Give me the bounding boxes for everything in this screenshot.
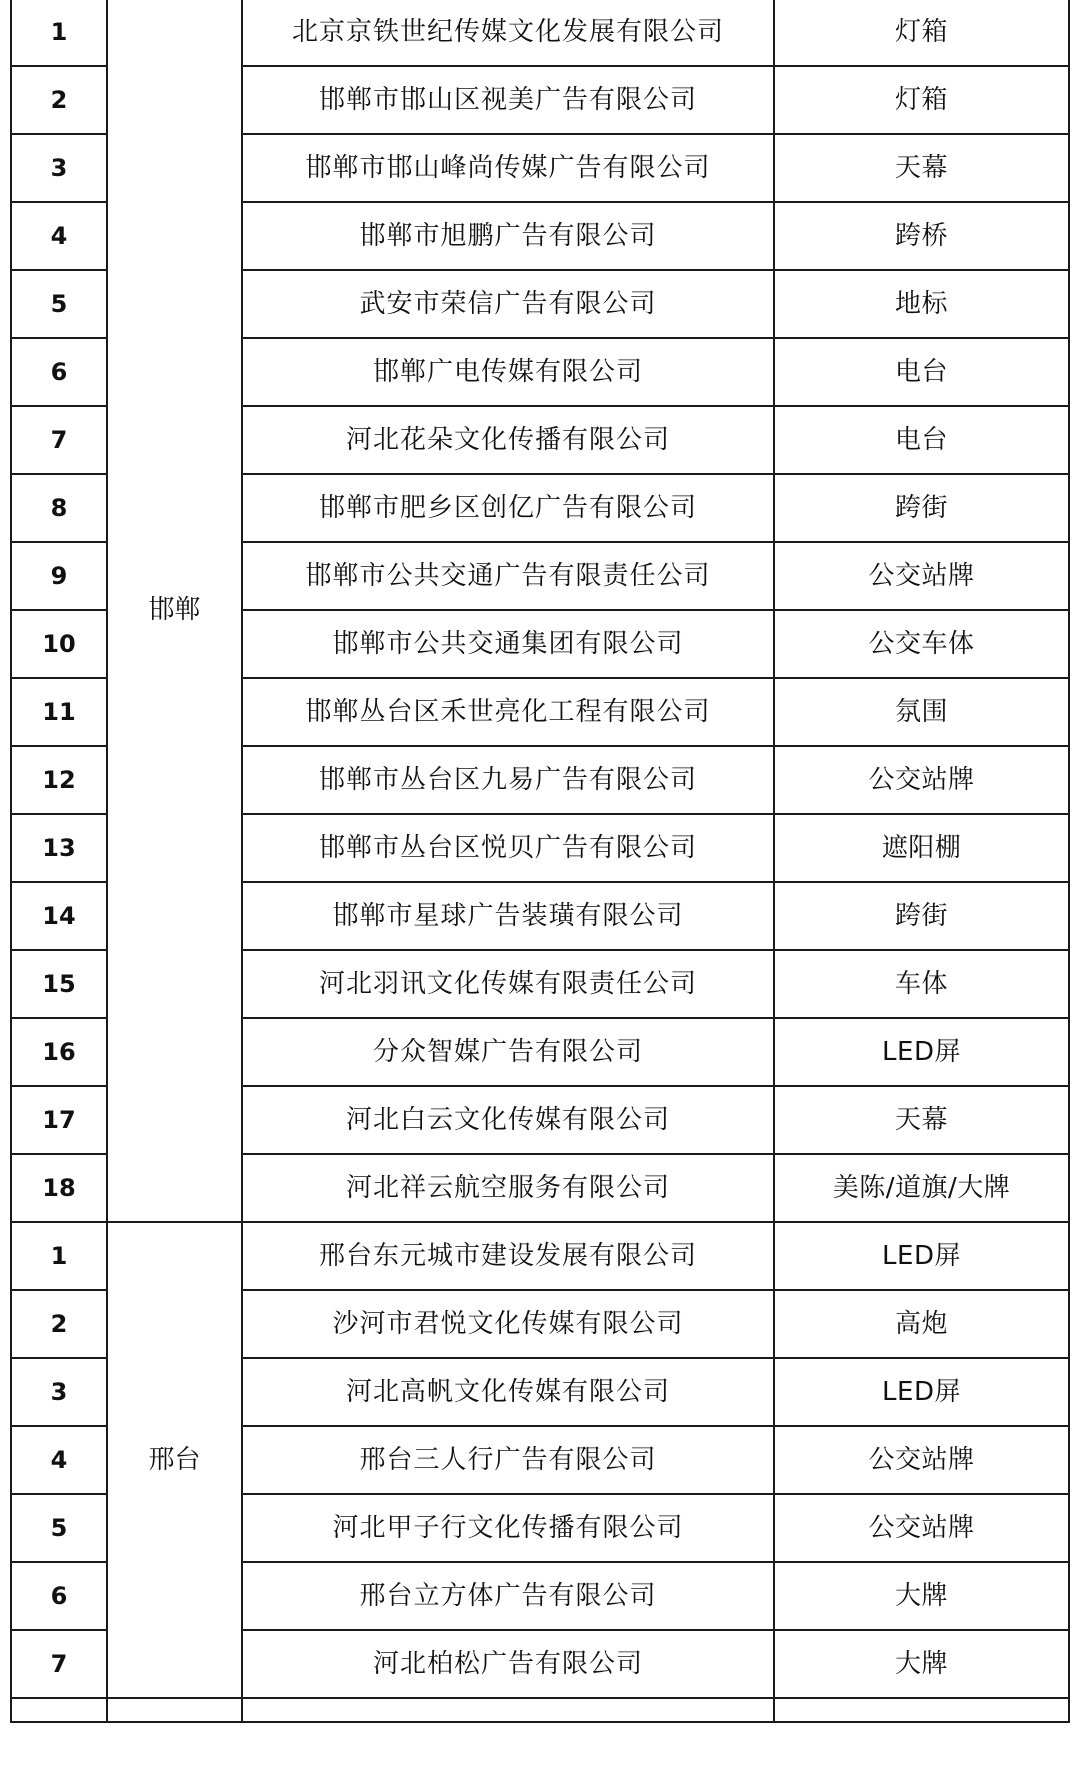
company-name: 邯郸市邯山峰尚传媒广告有限公司 — [242, 134, 774, 202]
row-number: 5 — [11, 1494, 107, 1562]
media-type: 灯箱 — [774, 0, 1069, 66]
company-name: 邯郸市邯山区视美广告有限公司 — [242, 66, 774, 134]
company-name: 河北白云文化传媒有限公司 — [242, 1086, 774, 1154]
company-name: 邯郸丛台区禾世亮化工程有限公司 — [242, 678, 774, 746]
media-type: 公交站牌 — [774, 542, 1069, 610]
company-name: 邯郸市星球广告装璜有限公司 — [242, 882, 774, 950]
company-name: 河北羽讯文化传媒有限责任公司 — [242, 950, 774, 1018]
company-name: 邯郸市丛台区九易广告有限公司 — [242, 746, 774, 814]
media-type: 灯箱 — [774, 66, 1069, 134]
row-number: 10 — [11, 610, 107, 678]
company-name: 武安市荣信广告有限公司 — [242, 270, 774, 338]
company-name: 河北柏松广告有限公司 — [242, 1630, 774, 1698]
company-name: 邯郸市丛台区悦贝广告有限公司 — [242, 814, 774, 882]
row-number: 6 — [11, 338, 107, 406]
media-type: LED屏 — [774, 1358, 1069, 1426]
company-name: 邯郸市旭鹏广告有限公司 — [242, 202, 774, 270]
media-type: 车体 — [774, 950, 1069, 1018]
media-type: 天幕 — [774, 1086, 1069, 1154]
company-name: 河北花朵文化传播有限公司 — [242, 406, 774, 474]
media-type: 氛围 — [774, 678, 1069, 746]
row-number: 1 — [11, 1222, 107, 1290]
company-name: 邯郸市公共交通集团有限公司 — [242, 610, 774, 678]
table-row — [11, 0, 1069, 66]
row-number: 7 — [11, 406, 107, 474]
media-type: 遮阳棚 — [774, 814, 1069, 882]
city-cell: 邢台 — [107, 1222, 242, 1698]
media-type: 公交站牌 — [774, 1426, 1069, 1494]
media-type: 地标 — [774, 270, 1069, 338]
company-name: 邯郸市肥乡区创亿广告有限公司 — [242, 474, 774, 542]
media-type: 跨街 — [774, 474, 1069, 542]
company-name: 河北高帆文化传媒有限公司 — [242, 1358, 774, 1426]
company-name: 河北祥云航空服务有限公司 — [242, 1154, 774, 1222]
row-number: 4 — [11, 202, 107, 270]
row-number: 8 — [11, 474, 107, 542]
row-number: 4 — [11, 1426, 107, 1494]
row-number: 2 — [11, 1290, 107, 1358]
company-name: 邯郸市公共交通广告有限责任公司 — [242, 542, 774, 610]
row-number: 16 — [11, 1018, 107, 1086]
company-name: 邢台三人行广告有限公司 — [242, 1426, 774, 1494]
media-type: LED屏 — [774, 1018, 1069, 1086]
row-number: 15 — [11, 950, 107, 1018]
row-number: 12 — [11, 746, 107, 814]
media-type: LED屏 — [774, 1222, 1069, 1290]
row-number: 18 — [11, 1154, 107, 1222]
company-name: 河北甲子行文化传播有限公司 — [242, 1494, 774, 1562]
table-row — [11, 1222, 1069, 1290]
table-cell — [107, 1698, 242, 1722]
row-number: 7 — [11, 1630, 107, 1698]
row-number: 14 — [11, 882, 107, 950]
row-number: 2 — [11, 66, 107, 134]
company-name: 北京京铁世纪传媒文化发展有限公司 — [242, 0, 774, 66]
media-type: 跨街 — [774, 882, 1069, 950]
media-type: 公交站牌 — [774, 1494, 1069, 1562]
company-name: 邯郸广电传媒有限公司 — [242, 338, 774, 406]
media-type: 电台 — [774, 338, 1069, 406]
media-type: 跨桥 — [774, 202, 1069, 270]
table-cell — [242, 1698, 774, 1722]
table-row-cut-bottom — [11, 1698, 1069, 1722]
row-number: 5 — [11, 270, 107, 338]
row-number: 3 — [11, 134, 107, 202]
city-cell: 邯郸 — [107, 0, 242, 1222]
row-number: 9 — [11, 542, 107, 610]
row-number: 13 — [11, 814, 107, 882]
row-number: 17 — [11, 1086, 107, 1154]
row-number: 3 — [11, 1358, 107, 1426]
media-type: 天幕 — [774, 134, 1069, 202]
company-name: 邢台立方体广告有限公司 — [242, 1562, 774, 1630]
company-name: 邢台东元城市建设发展有限公司 — [242, 1222, 774, 1290]
table-body — [11, 0, 1069, 1722]
row-number: 11 — [11, 678, 107, 746]
media-type: 美陈/道旗/大牌 — [774, 1154, 1069, 1222]
row-number: 6 — [11, 1562, 107, 1630]
media-type: 大牌 — [774, 1562, 1069, 1630]
media-type: 大牌 — [774, 1630, 1069, 1698]
table-cell — [11, 1698, 107, 1722]
table-cell — [774, 1698, 1069, 1722]
media-type: 公交车体 — [774, 610, 1069, 678]
media-type: 电台 — [774, 406, 1069, 474]
advertising-company-table — [10, 0, 1070, 1723]
media-type: 公交站牌 — [774, 746, 1069, 814]
row-number: 1 — [11, 0, 107, 66]
company-name: 沙河市君悦文化传媒有限公司 — [242, 1290, 774, 1358]
company-name: 分众智媒广告有限公司 — [242, 1018, 774, 1086]
media-type: 高炮 — [774, 1290, 1069, 1358]
